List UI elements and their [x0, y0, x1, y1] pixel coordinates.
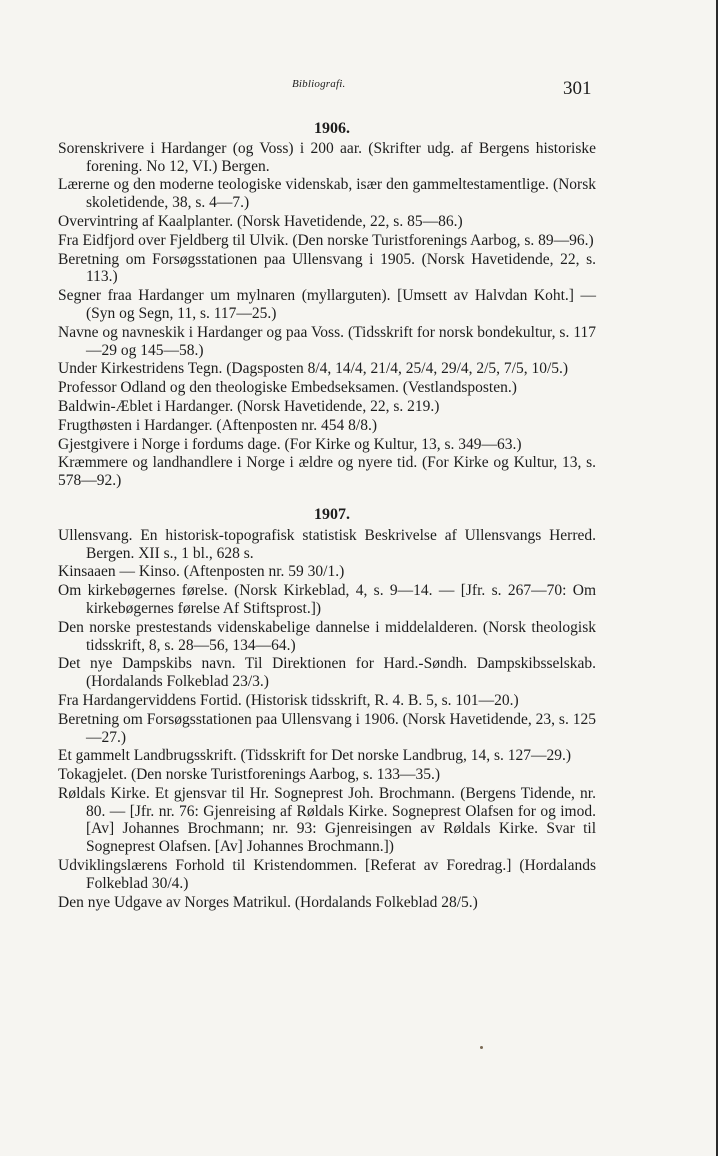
bibliography-entry: Beretning om Forsøgsstationen paa Ullensvang i 1906. (Norsk Havetidende, 23, s. 125—27.): [58, 710, 596, 746]
bibliography-entry: Tokagjelet. (Den norske Turistforenings Aarbog, s. 133—35.): [58, 766, 441, 784]
bibliography-entry: Røldals Kirke. Et gjensvar til Hr. Sogneprest Joh. Brochmann. (Bergens Tidende, nr. 80. — [Jfr. nr. 76: Gjenreising af Røldals Kirke. Sogneprest Olafsen for og imod. [Av] Johannes Brochmann; nr. 93: Gjenreisingen av Røldals Kirke. Svar til Sogneprest Olafsen. [Av] Johannes Brochmann.]): [58, 784, 596, 856]
running-head: Bibliografi.: [292, 78, 346, 90]
bibliography-entry: Segner fraa Hardanger um mylnaren (myllarguten). [Umsett av Halvdan Koht.] — (Syn og Segn, 11, s. 117—25.): [58, 287, 596, 322]
bibliography-entry: Det nye Dampskibs navn. Til Direktionen for Hard.-Søndh. Dampskibsselskab. (Hordalands Folkeblad 23/3.): [58, 655, 596, 691]
year-heading-1907: 1907.: [314, 505, 350, 523]
bibliography-entry: Om kirkebøgernes førelse. (Norsk Kirkeblad, 4, s. 9—14. — [Jfr. s. 267—70: Om kirkebøgernes førelse Af Stiftsprost.]): [58, 582, 596, 617]
page-number: 301: [563, 78, 592, 99]
bibliography-entry: Kinsaaen — Kinso. (Aftenposten nr. 59 30/1.): [58, 563, 345, 581]
bibliography-entry: Fra Eidfjord over Fjeldberg til Ulvik. (Den norske Turistforenings Aarbog, s. 89—96.): [58, 231, 594, 249]
bibliography-entry: Gjestgivere i Norge i fordums dage. (For Kirke og Kultur, 13, s. 349—63.): [58, 435, 522, 453]
bibliography-entry: Den nye Udgave av Norges Matrikul. (Hordalands Folkeblad 28/5.): [58, 893, 478, 911]
bibliography-entry: Kræmmere og landhandlere i Norge i ældre og nyere tid. (For Kirke og Kultur, 13, s. 578—92.): [58, 454, 596, 490]
year-heading-1906: 1906.: [314, 120, 350, 137]
bibliography-entry: Beretning om Forsøgsstationen paa Ullensvang i 1905. (Norsk Havetidende, 22, s. 113.): [58, 250, 596, 286]
bibliography-entry: Navne og navneskik i Hardanger og paa Voss. (Tidsskrift for norsk bondekultur, s. 117—29 og 145—58.): [58, 323, 596, 359]
bibliography-entry: Et gammelt Landbrugsskrift. (Tidsskrift for Det norske Landbrug, 14, s. 127—29.): [58, 747, 572, 765]
bibliography-entry: Frugthøsten i Hardanger. (Aftenposten nr. 454 8/8.): [58, 416, 377, 434]
bibliography-entry: Den norske prestestands videnskabelige dannelse i middelalderen. (Norsk theologisk tidsskrift, 8, s. 28—56, 134—64.): [58, 618, 596, 654]
bibliography-entry: Sorenskrivere i Hardanger (og Voss) i 200 aar. (Skrifter udg. af Bergens historiske forening. No 12, VI.) Bergen.: [58, 139, 596, 175]
bibliography-entry: Ullensvang. En historisk-topografisk statistisk Beskrivelse af Ullensvangs Herred. Bergen. XII s., 1 bl., 628 s.: [58, 526, 596, 562]
bibliography-entry: Lærerne og den moderne teologiske videnskab, især den gammeltestamentlige. (Norsk skoletidende, 38, s. 4—7.): [58, 176, 596, 212]
bibliography-entry: Fra Hardangerviddens Fortid. (Historisk tidsskrift, R. 4. B. 5, s. 101—20.): [58, 691, 519, 709]
bibliography-entry: Professor Odland og den theologiske Embedseksamen. (Vestlandsposten.): [58, 379, 517, 397]
bibliography-entry: Udviklingslærens Forhold til Kristendommen. [Referat av Foredrag.] (Hordalands Folkeblad 30/4.): [58, 857, 596, 892]
paper-speck: [480, 1046, 483, 1049]
bibliography-entry: Overvintring af Kaalplanter. (Norsk Havetidende, 22, s. 85—86.): [58, 212, 463, 230]
bibliography-entry: Baldwin-Æblet i Hardanger. (Norsk Havetidende, 22, s. 219.): [58, 397, 440, 415]
bibliography-body: [58, 120, 596, 912]
bibliography-entry: Under Kirkestridens Tegn. (Dagsposten 8/4, 14/4, 21/4, 25/4, 29/4, 2/5, 7/5, 10/5.): [58, 360, 569, 378]
